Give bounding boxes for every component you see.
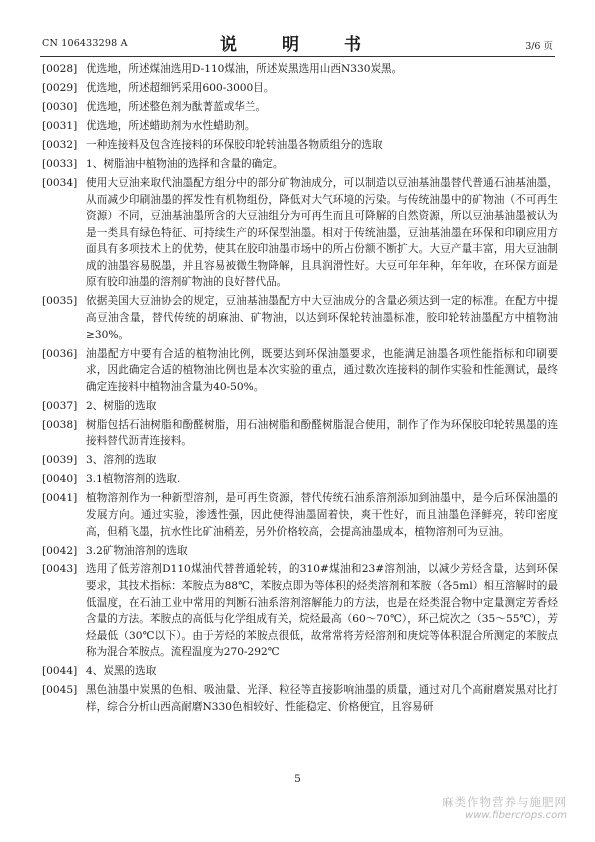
watermark-url: www.fibercrops.com [465,810,567,821]
paragraph-text: 3、溶剂的选取 [86,454,157,467]
paragraph [42,80,558,97]
paragraph-number: [0042] [42,544,78,557]
page-header [0,0,595,70]
paragraph [42,543,558,560]
paragraph [42,99,558,116]
paragraph-text: 3.1植物溶剂的选取. [86,473,181,486]
paragraph [42,175,558,291]
paragraph-text: 优选地，所述整色剂为酞菁蓝或华兰。 [86,100,267,113]
paragraph-number: [0037] [42,399,78,412]
paragraph-text: 树脂包括石油树脂和酚醛树脂，用石油树脂和酚醛树脂混合使用，制作了作为环保胶印轮转黑墨的连接料替代沥青连接料。 [86,418,558,448]
paragraph-number: [0044] [42,665,78,678]
paragraph-number: [0034] [42,176,78,189]
paragraph [42,156,558,173]
watermark-site-name: 麻类作物营养与施肥网 [442,795,567,809]
watermark [442,796,567,822]
paragraph-text: 一种连接料及包含连接料的环保胶印轮转油墨各物质组分的选取 [86,138,383,151]
paragraph-text: 优选地，所述超细钙采用600-3000目。 [86,81,275,94]
header-divider [40,56,555,57]
paragraph [42,561,558,661]
document-body [42,61,558,718]
paragraph-number: [0033] [42,157,78,170]
paragraph [42,452,558,469]
paragraph [42,663,558,680]
paragraph-number: [0028] [42,63,78,75]
page-count: 3/6 页 [525,41,553,52]
publication-number: CN 106433298 A [42,38,128,49]
paragraph [42,137,558,154]
paragraph-text: 选用了低芳溶剂D110煤油代替普通轮转，的310#煤油和23#溶剂油，以减少芳烃含量，达到环保要求，其技术指标：苯胺点为88℃，苯胺点即为等体积的烃类溶剂和苯胺（各5ml）相互溶解时的最低温度，在石油工业中常用的判断石油系溶剂溶解能力的方法，也是在烃类混合物中定量测定芳香烃含量的方法。苯胺点的高低与化学组成有关，烷烃最高（60～70℃），环己烷次之（35～55℃），芳烃最低（30℃以下）。由于芳烃的苯胺点很低，故常常将芳烃溶剂和庚烷等体积混合所测定的苯胺点称为混合苯胺点。流程温度为270-292℃ [86,563,558,659]
paragraph-text: 4、炭黑的选取 [86,665,157,678]
paragraph [42,346,558,396]
document-title: 说 明 书 [220,35,375,55]
paragraph-number: [0030] [42,100,78,113]
paragraph-text: 2、树脂的选取 [86,399,157,412]
paragraph-number: [0040] [42,473,78,486]
paragraph-number: [0043] [42,563,78,576]
paragraph [42,471,558,488]
paragraph-text: 黑色油墨中炭黑的色相、吸油量、光泽、粒径等直接影响油墨的质量，通过对几个高耐磨炭黑对比打样，综合分析山西高耐磨N330色相较好、性能稳定、价格便宜，且容易研 [86,684,558,714]
paragraph-text: 使用大豆油来取代油墨配方组分中的部分矿物油成分，可以制造以豆油基油墨替代普通石油基油墨，从而减少印刷油墨的挥发性有机物组份，降低对大气环境的污染。与传统油墨中的矿物油（不可再生资源）不同，豆油基油墨所含的大豆油组分为可再生而且可降解的自然资源，所以豆油基油墨被认为是一类具有绿色特征、可持续生产的环保型油墨。相对于传统油墨，豆油基油墨在环保和印刷应用方面具有多项技术上的优势，使其在胶印油墨市场中的所占份额不断扩大。大豆产量丰富，用大豆油制成的油墨容易脱墨，并且容易被微生物降解，且具润滑性好。大豆可年年种，年年收，在环保方面是原有胶印油墨的溶剂矿物油的良好替代品。 [86,176,558,289]
paragraph-number: [0045] [42,684,78,697]
paragraph-number: [0039] [42,454,78,467]
paragraph-number: [0031] [42,119,78,132]
paragraph-text: 油墨配方中要有合适的植物油比例，既要达到环保油墨要求，也能满足油墨各项性能指标和印刷要求，因此确定合适的植物油比例也是本次实验的重点，通过数次连接料的制作实验和性能测试，最终确定连接料中植物油含量为40-50%。 [86,347,558,393]
paragraph-number: [0041] [42,492,78,505]
paragraph [42,61,558,78]
paragraph-text: 依据美国大豆油协会的规定，豆油基油墨配方中大豆油成分的含量必须达到一定的标准。在配方中提高豆油含量，替代传统的胡麻油、矿物油，以达到环保轮转油墨标准，胶印轮转油墨配方中植物油≥30%。 [86,295,558,341]
paragraph-text: 植物溶剂作为一种新型溶剂，是可再生资源，替代传统石油系溶剂添加到油墨中，是今后环保油墨的发展方向。通过实验，渗透性强，因此使得油墨固着快，爽干性好，而且油墨色泽鲜亮，转印密度高，但稍飞墨，抗水性比矿油稍差，另外价格较高，会提高油墨成本，植物溶剂可为豆油。 [86,492,558,538]
paragraph-text: 优选地，所述蜡助剂为水性蜡助剂。 [86,119,256,132]
paragraph-text: 优选地，所述煤油选用D-110煤油，所述炭黑选用山西N330炭黑。 [86,63,403,75]
paragraph-number: [0032] [42,138,78,151]
paragraph-number: [0036] [42,347,78,360]
paragraph-text: 3.2矿物油溶剂的选取 [86,544,188,557]
paragraph [42,118,558,135]
paragraph-number: [0029] [42,81,78,94]
paragraph [42,417,558,450]
paragraph-number: [0035] [42,295,78,308]
paragraph [42,398,558,415]
page-number: 5 [294,773,301,785]
paragraph [42,682,558,715]
paragraph-number: [0038] [42,418,78,431]
paragraph [42,293,558,343]
paragraph [42,490,558,540]
paragraph-text: 1、树脂油中植物油的选择和含量的确定。 [86,157,284,170]
